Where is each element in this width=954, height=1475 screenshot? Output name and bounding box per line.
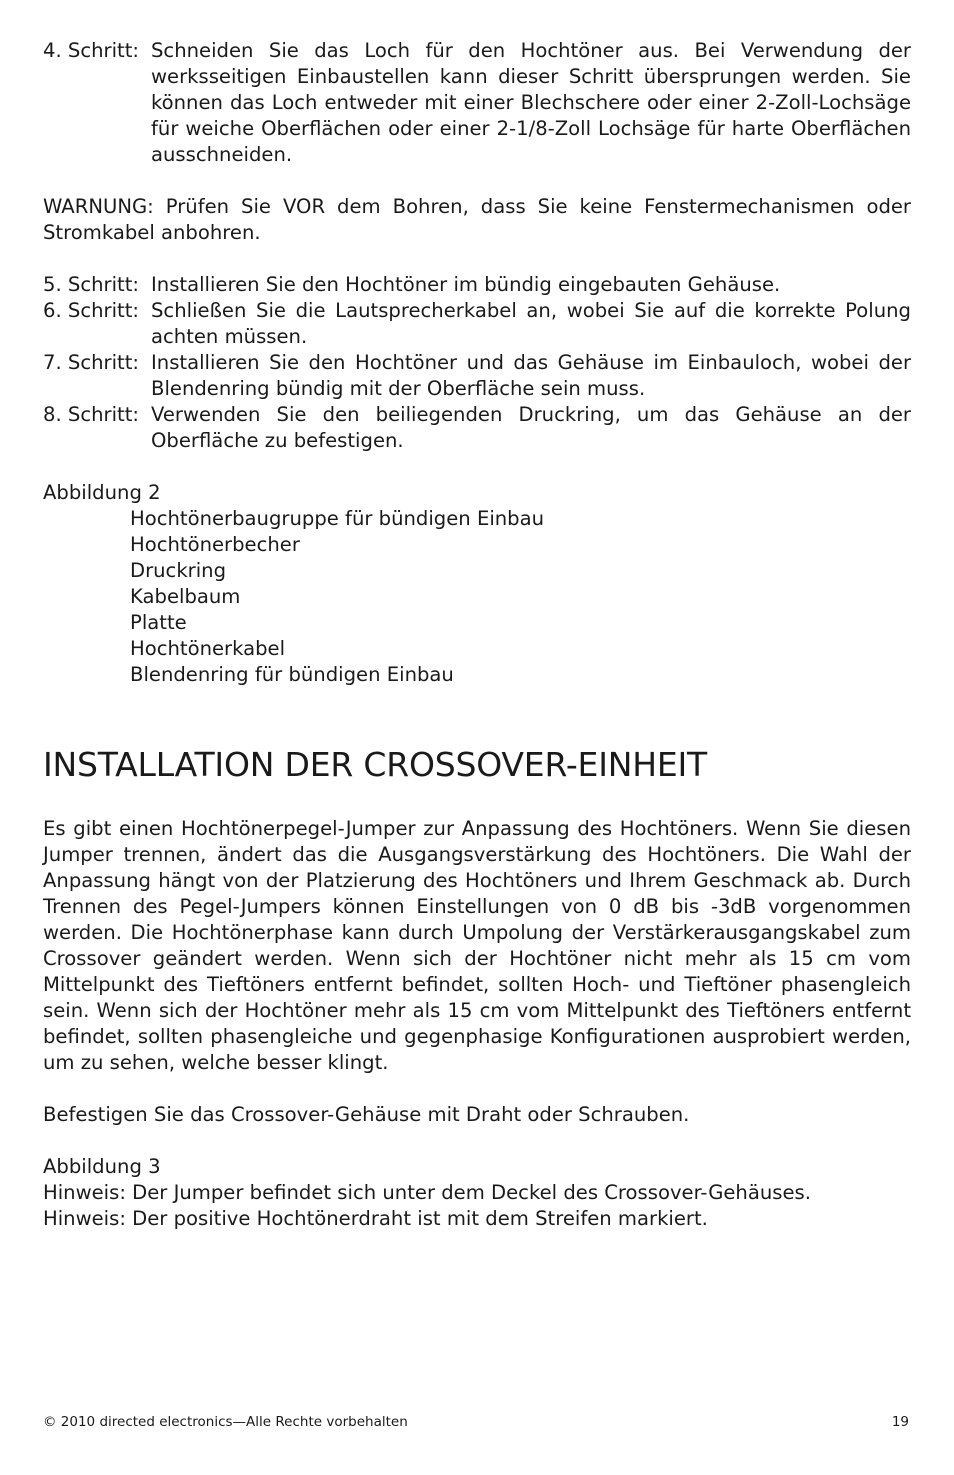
figure-3-caption (43, 1154, 911, 1232)
step-label: 5. Schritt: (43, 273, 140, 296)
step-text: Verwenden Sie den beiliegenden Druckring, um das Gehäuse an der Oberfläche zu befestigen. (151, 403, 911, 452)
figure-2-caption (43, 480, 911, 688)
figure-item: Blendenring für bündigen Einbau (130, 663, 454, 686)
step-text: Schneiden Sie das Loch für den Hochtöner aus. Bei Verwendung der werksseitigen Einbaustellen kann dieser Schritt übersprungen werden. Sie können das Loch entweder mit einer Blechschere oder einer 2-Zoll-Lochsäge für weiche Oberflächen oder einer 2-1/8-Zoll Lochsäge für harte Oberflächen ausschneiden. (151, 39, 911, 166)
page-content (43, 38, 911, 1232)
figure-note: Hinweis: Der positive Hochtönerdraht ist mit dem Streifen markiert. (43, 1207, 708, 1230)
step-4 (43, 38, 911, 168)
figure-item: Hochtönerbaugruppe für bündigen Einbau (130, 507, 545, 530)
step-label: 7. Schritt: (43, 351, 140, 374)
section-heading: INSTALLATION DER CROSSOVER-EINHEIT (43, 745, 707, 784)
figure-item: Platte (130, 611, 187, 634)
figure-title: Abbildung 2 (43, 481, 161, 504)
step-8 (43, 402, 911, 454)
step-6 (43, 298, 911, 350)
figure-note: Hinweis: Der Jumper befindet sich unter dem Deckel des Crossover-Gehäuses. (43, 1181, 811, 1204)
figure-item: Hochtönerkabel (130, 637, 286, 660)
figure-title: Abbildung 3 (43, 1155, 161, 1178)
figure-item: Hochtönerbecher (130, 533, 300, 556)
step-text: Installieren Sie den Hochtöner und das Gehäuse im Einbauloch, wobei der Blendenring bündig mit der Oberfläche sein muss. (151, 351, 911, 400)
step-label: 8. Schritt: (43, 403, 140, 426)
step-7 (43, 350, 911, 402)
step-text: Schließen Sie die Lautsprecherkabel an, wobei Sie auf die korrekte Polung achten müssen. (151, 299, 911, 348)
step-label: 4. Schritt: (43, 39, 140, 62)
section-paragraph: Es gibt einen Hochtönerpegel-Jumper zur Anpassung des Hochtöners. Wenn Sie diesen Jumper trennen, ändert das die Ausgangsverstärkung des Hochtöners. Die Wahl der Anpassung hängt von der Platzierung des Hochtöners und Ihrem Geschmack ab. Durch Trennen des Pegel-Jumpers können Einstellungen von 0 dB bis -3dB vorgenommen werden. Die Hochtönerphase kann durch Umpolung der Verstärkerausgangskabel zum Crossover geändert werden. Wenn sich der Hochtöner nicht mehr als 15 cm vom Mittelpunkt des Tieftöners entfernt befindet, sollten Hoch- und Tieftöner phasengleich sein. Wenn sich der Hochtöner mehr als 15 cm vom Mittelpunkt des Tieftöners entfernt befindet, sollten phasengleiche und gegenphasige Konfigurationen ausprobiert werden, um zu sehen, welche besser klingt. (43, 817, 911, 1074)
page-footer (43, 1413, 909, 1431)
figure-item: Kabelbaum (130, 585, 241, 608)
page-number: 19 (891, 1414, 909, 1430)
step-5 (43, 272, 911, 298)
figure-item: Druckring (130, 559, 227, 582)
section-paragraph: Befestigen Sie das Crossover-Gehäuse mit Draht oder Schrauben. (43, 1103, 690, 1126)
step-text: Installieren Sie den Hochtöner im bündig eingebauten Gehäuse. (151, 273, 781, 296)
warning-text: WARNUNG: Prüfen Sie VOR dem Bohren, dass Sie keine Fenstermechanismen oder Stromkabel anbohren. (43, 195, 911, 244)
step-label: 6. Schritt: (43, 299, 140, 322)
copyright-text: © 2010 directed electronics—Alle Rechte vorbehalten (43, 1414, 408, 1430)
